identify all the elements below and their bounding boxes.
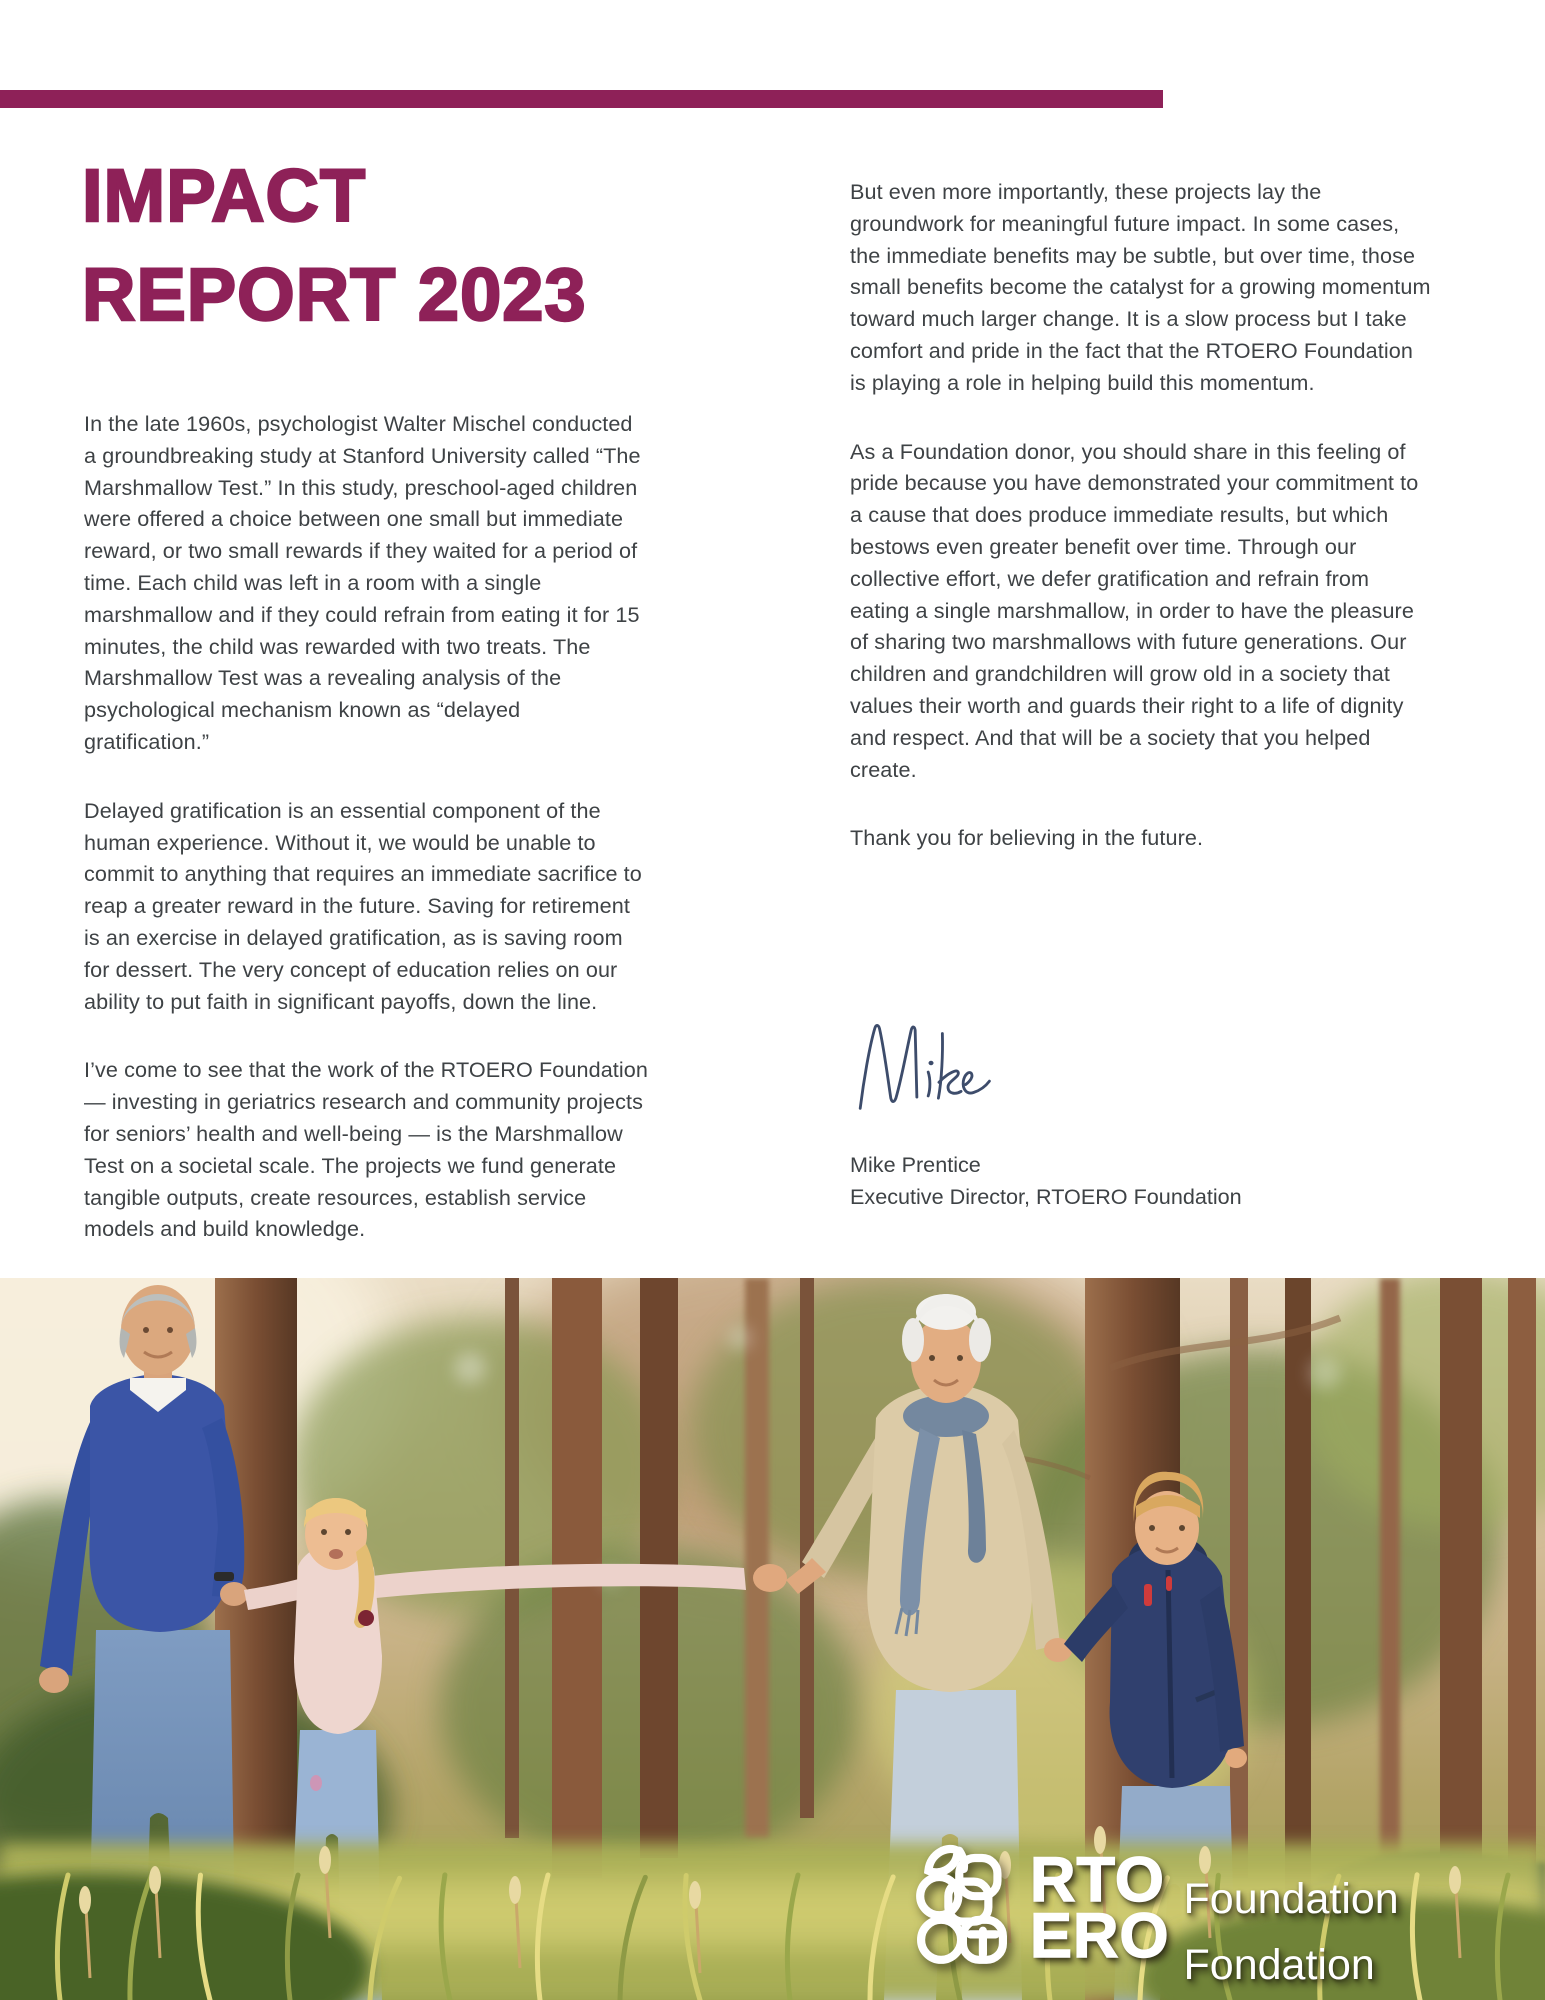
page-title-line2: REPORT 2023 bbox=[82, 253, 587, 336]
page-title-line1: IMPACT bbox=[82, 154, 367, 237]
signature-block bbox=[850, 1149, 1242, 1213]
signer-name: Mike Prentice bbox=[850, 1152, 981, 1177]
paragraph: In the late 1960s, psychologist Walter Mischel conducted a groundbreaking study at Stanford University called “The Marshmallow Test.” In this study, preschool-aged children were offered a choice between one small but immediate reward, or two small rewards if they waited for a period of time. Each child was left in a room with a single marshmallow and if they could refrain from eating it for 15 minutes, the child was rewarded with two treats. The Marshmallow Test was a revealing analysis of the psychological mechanism known as “delayed gratification.” bbox=[84, 411, 641, 754]
closing-line: Thank you for believing in the future. bbox=[850, 825, 1204, 851]
logo-line-foundation: Foundation bbox=[1183, 1875, 1399, 1923]
rtoero-apple-icon bbox=[912, 1838, 1012, 1978]
logo-line-fondation: Fondation bbox=[1183, 1941, 1375, 1989]
logo-foundation-text bbox=[1184, 1866, 1399, 1998]
signer-title: Executive Director, RTOERO Foundation bbox=[850, 1183, 1242, 1209]
paragraph: Delayed gratification is an essential component of the human experience. Without it, we would be unable to commit to anything that requires an immediate sacrifice to reap a greater reward in the future. Saving for retirement is an exercise in delayed gratification, as is saving room for dessert. The very concept of education relies on our ability to put faith in significant payoffs, down the line. bbox=[84, 797, 642, 1014]
paragraph: But even more importantly, these projects lay the groundwork for meaningful future impact. In some cases, the immediate benefits may be subtle, but over time, those small benefits become the catalyst for a growing momentum toward much larger change. It is a slow process but I take comfort and pride in the fact that the RTOERO Foundation is playing a role in helping build this momentum. bbox=[850, 179, 1431, 395]
rtoero-logo bbox=[912, 1838, 1399, 1998]
paragraph: As a Foundation donor, you should share in this feeling of pride because you have demonstrated your commitment to a cause that does produce immediate results, but which bestows even greater benefit over time. Through our collective effort, we defer gratification and refrain from eating a single marshmallow, in order to have the pleasure of sharing two marshmallows with future generations. Our children and grandchildren will grow old in a society that values their worth and guards their right to a life of dignity and respect. And that will be a society that you helped create. bbox=[850, 438, 1419, 782]
paragraph: I’ve come to see that the work of the RTOERO Foundation — investing in geriatrics research and community projects for seniors’ health and well-being — is the Marshmallow Test on a societal scale. The projects we fund generate tangible outputs, create resources, establish service models and build knowledge. bbox=[84, 1057, 649, 1242]
accent-top-bar bbox=[0, 90, 1163, 108]
right-text-column bbox=[850, 176, 1434, 891]
left-text-column bbox=[84, 408, 650, 1282]
page-title bbox=[82, 146, 587, 344]
signature-mike bbox=[850, 1012, 1020, 1122]
logo-line-ero: ERO bbox=[1030, 1901, 1170, 1971]
logo-line-rto: RTO bbox=[1030, 1845, 1165, 1915]
logo-wordmark bbox=[1030, 1845, 1170, 1971]
